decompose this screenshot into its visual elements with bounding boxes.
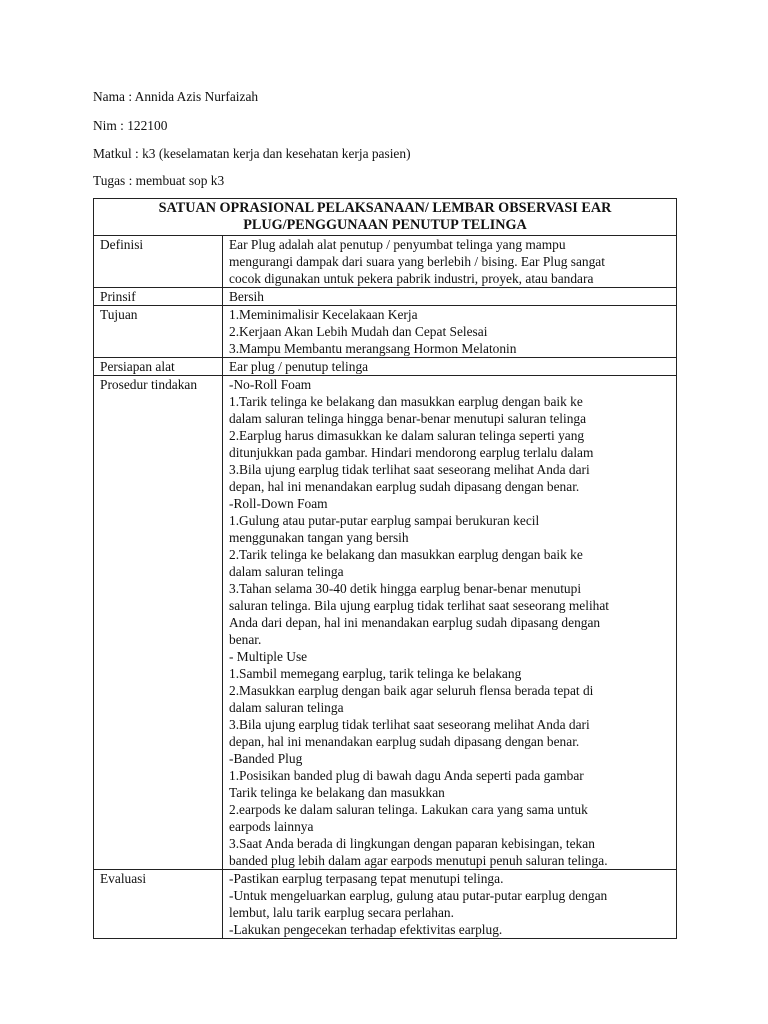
content-line: depan, hal ini menandakan earplug sudah dipasang dengan benar.: [229, 734, 580, 749]
content-line: 1.Sambil memegang earplug, tarik telinga ke belakang: [229, 666, 522, 681]
content-line: saluran telinga. Bila ujung earplug tidak terlihat saat seseorang melihat: [229, 598, 610, 613]
content-line: 1.Meminimalisir Kecelakaan Kerja: [229, 307, 418, 322]
content-line: banded plug lebih dalam agar earpods menutupi penuh saluran telinga.: [229, 853, 608, 868]
table-title: SATUAN OPRASIONAL PELAKSANAAN/ LEMBAR OBSERVASI EAR PLUG/PENGGUNAAN PENUTUP TELINGA: [94, 199, 677, 236]
row-content: [223, 870, 677, 939]
content-line: 2.Masukkan earplug dengan baik agar seluruh flensa berada tepat di: [229, 683, 594, 698]
row-content: [223, 236, 677, 288]
row-label: Evaluasi: [94, 870, 223, 939]
content-line: 1.Posisikan banded plug di bawah dagu Anda seperti pada gambar: [229, 768, 584, 783]
content-line: ditunjukkan pada gambar. Hindari mendorong earplug terlalu dalam: [229, 445, 594, 460]
table-title-row: [94, 199, 677, 236]
content-line: cocok digunakan untuk pekera pabrik industri, proyek, atau bandara: [229, 271, 594, 286]
content-line: 3.Bila ujung earplug tidak terlihat saat seseorang melihat Anda dari: [229, 462, 590, 477]
content-line: mengurangi dampak dari suara yang berlebih / bising. Ear Plug sangat: [229, 254, 605, 269]
content-line: - Multiple Use: [229, 649, 308, 664]
content-line: dalam saluran telinga: [229, 700, 344, 715]
content-line: lembut, lalu tarik earplug secara perlahan.: [229, 905, 454, 920]
content-line: 2.Earplug harus dimasukkan ke dalam saluran telinga seperti yang: [229, 428, 585, 443]
content-line: Anda dari depan, hal ini menandakan earplug sudah dipasang dengan: [229, 615, 601, 630]
content-line: Tarik telinga ke belakang dan masukkan: [229, 785, 445, 800]
row-label: Persiapan alat: [94, 358, 223, 376]
content-line: Ear Plug adalah alat penutup / penyumbat telinga yang mampu: [229, 237, 566, 252]
content-line: -No-Roll Foam: [229, 377, 312, 392]
row-label: Prosedur tindakan: [94, 376, 223, 870]
course-name: Matkul : k3 (keselamatan kerja dan kesehatan kerja pasien): [93, 146, 411, 161]
table-row: [94, 358, 677, 376]
row-content: [223, 358, 677, 376]
content-line: 3.Bila ujung earplug tidak terlihat saat seseorang melihat Anda dari: [229, 717, 590, 732]
content-line: Ear plug / penutup telinga: [229, 359, 369, 374]
row-content: [223, 376, 677, 870]
content-line: 2.Kerjaan Akan Lebih Mudah dan Cepat Selesai: [229, 324, 488, 339]
content-line: -Pastikan earplug terpasang tepat menutupi telinga.: [229, 871, 504, 886]
content-line: 3.Tahan selama 30-40 detik hingga earplug benar-benar menutupi: [229, 581, 582, 596]
table-row: [94, 870, 677, 939]
student-name: Nama : Annida Azis Nurfaizah: [93, 89, 259, 104]
table-row: [94, 288, 677, 306]
content-line: benar.: [229, 632, 262, 647]
assignment: Tugas : membuat sop k3: [93, 173, 225, 188]
table-row: [94, 376, 677, 870]
row-content: [223, 288, 677, 306]
content-line: -Untuk mengeluarkan earplug, gulung atau putar-putar earplug dengan: [229, 888, 608, 903]
student-id: Nim : 122100: [93, 118, 168, 133]
table-body: [94, 236, 677, 939]
content-line: Bersih: [229, 289, 264, 304]
content-line: dalam saluran telinga hingga benar-benar menutupi saluran telinga: [229, 411, 587, 426]
content-line: -Banded Plug: [229, 751, 303, 766]
table-row: [94, 306, 677, 358]
content-line: 3.Mampu Membantu merangsang Hormon Melatonin: [229, 341, 517, 356]
content-line: 2.earpods ke dalam saluran telinga. Lakukan cara yang sama untuk: [229, 802, 588, 817]
content-line: depan, hal ini menandakan earplug sudah dipasang dengan benar.: [229, 479, 580, 494]
row-label: Prinsif: [94, 288, 223, 306]
content-line: -Lakukan pengecekan terhadap efektivitas earplug.: [229, 922, 503, 937]
content-line: menggunakan tangan yang bersih: [229, 530, 409, 545]
content-line: dalam saluran telinga: [229, 564, 344, 579]
content-line: 1.Tarik telinga ke belakang dan masukkan earplug dengan baik ke: [229, 394, 583, 409]
content-line: -Roll-Down Foam: [229, 496, 328, 511]
row-label: Definisi: [94, 236, 223, 288]
content-line: 2.Tarik telinga ke belakang dan masukkan earplug dengan baik ke: [229, 547, 583, 562]
row-content: [223, 306, 677, 358]
content-line: earpods lainnya: [229, 819, 314, 834]
sop-table: [93, 198, 677, 939]
content-line: 1.Gulung atau putar-putar earplug sampai berukuran kecil: [229, 513, 540, 528]
row-label: Tujuan: [94, 306, 223, 358]
table-row: [94, 236, 677, 288]
content-line: 3.Saat Anda berada di lingkungan dengan paparan kebisingan, tekan: [229, 836, 595, 851]
